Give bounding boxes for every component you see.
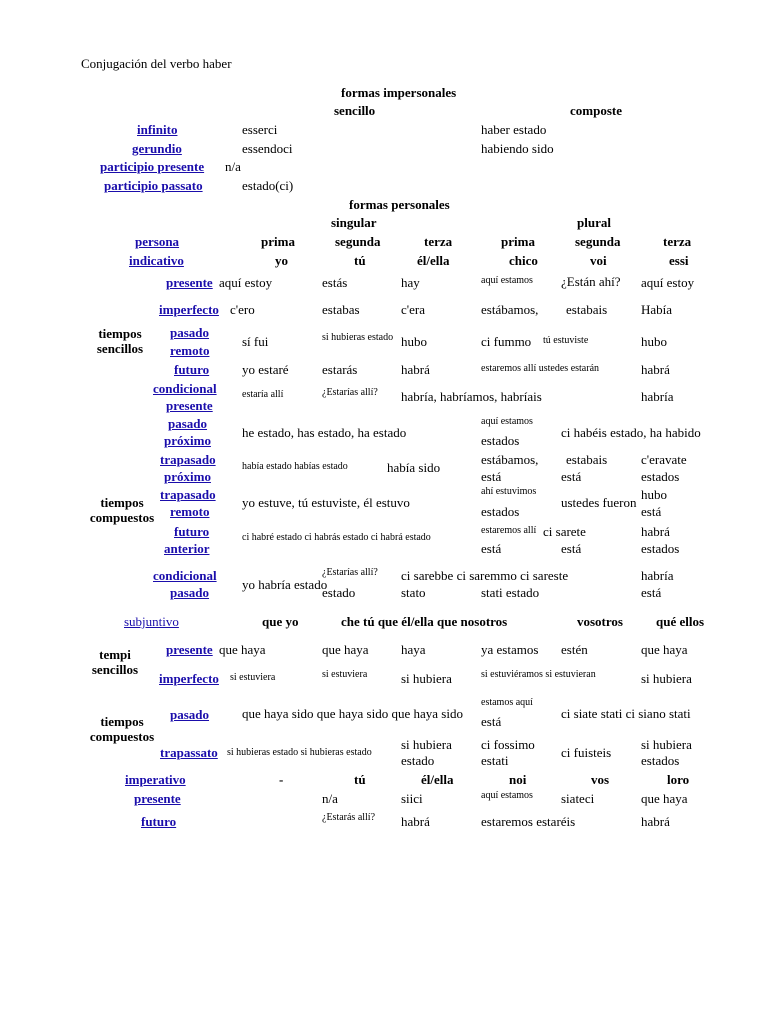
cell: c'eravate (641, 452, 687, 467)
cell: estábamos, (481, 452, 539, 467)
subj-header: vosotros (577, 614, 623, 629)
pronoun-col: chico (509, 253, 538, 268)
cell: había estado habías estado (242, 461, 348, 472)
cell: estados (641, 541, 680, 556)
cell: estamos aquí (481, 697, 533, 708)
cell: aquí estoy (641, 275, 695, 290)
cell: yo estaré (242, 362, 289, 377)
cell: habrá (401, 814, 430, 829)
cell: está (561, 541, 582, 556)
cell: stati estado (481, 585, 540, 600)
cell: si hubiera (401, 671, 452, 686)
cell: si hubieras estado si hubieras estado (227, 747, 372, 758)
cell: estaría allí (242, 389, 284, 400)
cell: ci fuisteis (561, 745, 612, 760)
col-simple-header: sencillo (334, 103, 376, 118)
persona-col: segunda (335, 234, 381, 249)
imp-header: - (279, 772, 284, 787)
cell: aquí estamos (481, 790, 533, 801)
cell: estados (641, 753, 680, 768)
cell: si hubiera (641, 737, 692, 752)
cell: estados (481, 433, 520, 448)
cell: está (561, 469, 582, 484)
cell: si estuviéramos si estuvieran (481, 669, 596, 680)
link-subj-presente[interactable]: presente (166, 642, 213, 657)
link-pasado-remoto[interactable]: pasado (170, 325, 210, 340)
cell: habría (641, 389, 674, 404)
link-pasado-remoto[interactable]: remoto (170, 343, 210, 358)
cell: habrá (641, 814, 670, 829)
cell: ci siate stati ci siano stati (561, 706, 691, 721)
cell: he estado, has estado, ha estado (242, 425, 407, 440)
cell: que haya (641, 642, 688, 657)
link-participio-presente[interactable]: participio presente (100, 159, 205, 174)
cell: si hubiera (401, 737, 452, 752)
group-label-tiempos-sencillos: tiempos sencillos (96, 326, 144, 356)
cell: habría (641, 568, 674, 583)
cell: siateci (561, 791, 595, 806)
group-label-tiempos-compuestos: tiempos compuestos (89, 495, 155, 525)
link-trapasado-remoto[interactable]: remoto (170, 504, 210, 519)
cell: ¿Estarías allí? (322, 387, 378, 398)
cell: essendoci (242, 141, 293, 156)
cell: yo habría estado (242, 577, 328, 592)
group-label-tempi-sencillos: tempi sencillos (91, 647, 139, 677)
cell: habiendo sido (481, 141, 554, 156)
cell: habrá (401, 362, 430, 377)
link-trapasado-remoto[interactable]: trapasado (160, 487, 216, 502)
persona-col: prima (501, 234, 535, 249)
cell: n/a (322, 791, 338, 806)
subj-header: qué ellos (656, 614, 705, 629)
page-title: Conjugación del verbo haber (81, 56, 232, 71)
cell: ci habéis estado, ha habido (561, 425, 701, 440)
cell: estabas (322, 302, 360, 317)
link-condicional-presente[interactable]: condicional (153, 381, 217, 396)
cell: aquí estoy (219, 275, 273, 290)
singular-header: singular (331, 215, 377, 230)
cell: ci habré estado ci habrás estado ci habrá estado (242, 532, 431, 543)
imp-header: tú (354, 772, 366, 787)
cell: aquí estamos (481, 275, 533, 286)
cell: estados (481, 504, 520, 519)
cell: que haya (641, 791, 688, 806)
link-pasado-proximo[interactable]: pasado (168, 416, 208, 431)
cell: si estuviera (322, 669, 368, 680)
cell: estados (641, 469, 680, 484)
pronoun-col: essi (669, 253, 689, 268)
cell: ¿Estarás allí? (322, 812, 376, 823)
group-label-tiempos-compuestos-2: tiempos compuestos (89, 714, 155, 744)
cell: ci fossimo (481, 737, 535, 752)
cell: está (641, 504, 662, 519)
pronoun-col: yo (275, 253, 288, 268)
persona-col: terza (663, 234, 692, 249)
cell: yo estuve, tú estuviste, él estuvo (242, 495, 410, 510)
cell: haya (401, 642, 426, 657)
link-subj-pasado[interactable]: pasado (170, 707, 210, 722)
plural-header: plural (577, 215, 611, 230)
cell: Había (641, 302, 673, 317)
link-imperativo[interactable]: imperativo (125, 772, 186, 787)
cell: ci sarebbe ci saremmo ci sareste (401, 568, 569, 583)
pronoun-col: tú (354, 253, 366, 268)
cell: está (641, 585, 662, 600)
cell: estabais (566, 302, 608, 317)
cell: que haya (219, 642, 266, 657)
imp-header: vos (591, 772, 610, 787)
persona-col: terza (424, 234, 453, 249)
link-subj-imperfecto[interactable]: imperfecto (159, 671, 219, 686)
cell: hubo (641, 487, 667, 502)
cell: si estuviera (230, 672, 276, 683)
link-imp-futuro[interactable]: futuro (141, 814, 177, 829)
cell: sí fui (242, 334, 269, 349)
cell: tú estuviste (543, 335, 589, 346)
cell: stato (401, 585, 426, 600)
cell: ¿Estarías allí? (322, 567, 378, 578)
link-indicativo[interactable]: indicativo (129, 253, 184, 268)
cell: haber estado (481, 122, 547, 137)
cell: estábamos, (481, 302, 539, 317)
pronoun-col: voi (590, 253, 607, 268)
imp-header: él/ella (421, 772, 454, 787)
cell: habrá (641, 524, 670, 539)
cell: está (481, 541, 502, 556)
cell: está (481, 714, 502, 729)
cell: estaremos estaréis (481, 814, 576, 829)
cell: está (481, 469, 502, 484)
cell: ci sarete (543, 524, 586, 539)
link-futuro-anterior[interactable]: futuro (174, 524, 210, 539)
cell: si hubieras estado (322, 332, 394, 343)
link-futuro[interactable]: futuro (174, 362, 210, 377)
persona-col: prima (261, 234, 295, 249)
cell: esserci (242, 122, 278, 137)
pronoun-col: él/ella (417, 253, 450, 268)
subj-header: che tú que él/ella que nosotros (341, 614, 508, 629)
cell: estaremos allí ustedes estarán (481, 363, 600, 374)
cell: ¿Están ahí? (561, 274, 621, 289)
personal-heading: formas personales (349, 197, 450, 212)
link-condicional-pasado[interactable]: condicional (153, 568, 217, 583)
cell: ci fummo (481, 334, 532, 349)
cell: habrá (641, 362, 670, 377)
link-presente[interactable]: presente (166, 275, 213, 290)
cell: si hubiera (641, 671, 692, 686)
link-infinito[interactable]: infinito (137, 122, 178, 137)
cell: estabais (566, 452, 608, 467)
cell: ya estamos (481, 642, 539, 657)
cell: había sido (387, 460, 441, 475)
link-participio-passato[interactable]: participio passato (104, 178, 203, 193)
link-pasado-proximo[interactable]: próximo (164, 433, 211, 448)
cell: estás (322, 275, 348, 290)
cell: aquí estamos (481, 416, 533, 427)
link-trapasado-proximo[interactable]: próximo (164, 469, 211, 484)
link-imperfecto[interactable]: imperfecto (159, 302, 219, 317)
cell: que haya (322, 642, 369, 657)
cell: estado (401, 753, 435, 768)
link-imp-presente[interactable]: presente (134, 791, 181, 806)
cell: hubo (641, 334, 667, 349)
link-trapasado-proximo[interactable]: trapasado (160, 452, 216, 467)
persona-col: segunda (575, 234, 621, 249)
cell: estado (322, 585, 356, 600)
link-persona[interactable]: persona (135, 234, 180, 249)
cell: hay (401, 275, 420, 290)
cell: estén (561, 642, 588, 657)
cell: ustedes fueron (561, 495, 637, 510)
impersonal-heading: formas impersonales (341, 85, 457, 100)
link-subj-trapassato[interactable]: trapassato (160, 745, 218, 760)
cell: c'ero (230, 302, 255, 317)
link-subjuntivo[interactable]: subjuntivo (124, 614, 179, 629)
cell: estaremos allí (481, 525, 537, 536)
cell: estarás (322, 362, 358, 377)
link-condicional-pasado[interactable]: pasado (170, 585, 210, 600)
link-gerundio[interactable]: gerundio (132, 141, 182, 156)
cell: estati (481, 753, 509, 768)
cell: siici (401, 791, 423, 806)
link-condicional-presente[interactable]: presente (166, 398, 213, 413)
cell: estado(ci) (242, 178, 294, 193)
col-compound-header: composte (570, 103, 622, 118)
cell: ahí estuvimos (481, 486, 537, 497)
cell: c'era (401, 302, 425, 317)
cell: hubo (401, 334, 427, 349)
subj-header: que yo (262, 614, 299, 629)
cell: que haya sido que haya sido que haya sido (242, 706, 463, 721)
imp-header: noi (509, 772, 527, 787)
cell: n/a (225, 159, 241, 174)
link-futuro-anterior[interactable]: anterior (164, 541, 210, 556)
imp-header: loro (667, 772, 690, 787)
cell: habría, habríamos, habríais (401, 389, 542, 404)
